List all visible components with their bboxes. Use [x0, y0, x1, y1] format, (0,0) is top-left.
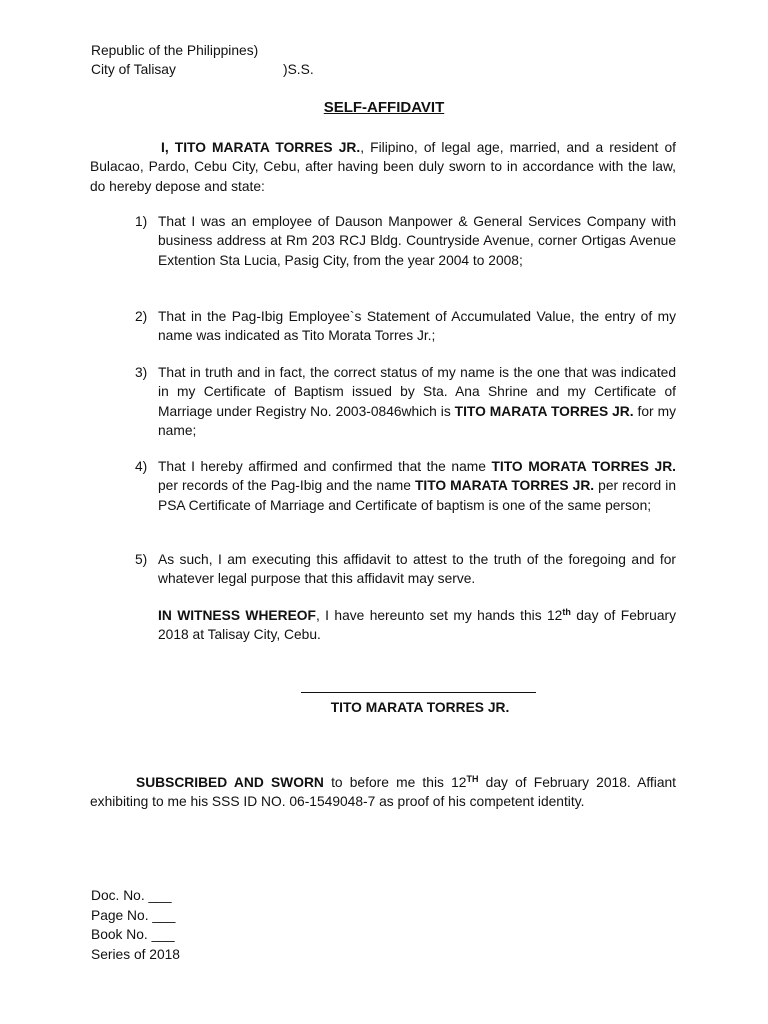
witness-text: day of February 2018 at Talisay City, Cebu. — [158, 608, 676, 643]
list-item-4 — [135, 457, 676, 515]
item-text: That I was an employee of Dauson Manpower & General Services Company with business address at Rm 203 RCJ Bldg. Countryside Avenue, corner Ortigas Avenue Extention Sta Lucia, Pasig City, from the year 2004 to 2008; — [158, 214, 676, 268]
signatory-name: TITO MARATA TORRES JR. — [330, 700, 510, 715]
venue-country: Republic of the Philippines) — [91, 43, 259, 58]
document-title — [0, 99, 768, 116]
item-number: 5) — [135, 552, 148, 567]
doc-number: Doc. No. ___ — [91, 888, 172, 903]
witness-heading: IN WITNESS WHEREOF — [158, 608, 316, 623]
list-item-3 — [135, 363, 676, 440]
jurat-ordinal: TH — [466, 774, 479, 784]
item-bold-name: TITO MARATA TORRES JR. — [414, 478, 595, 494]
witness-clause — [158, 606, 676, 645]
item-number: 1) — [135, 214, 148, 229]
list-item-5 — [135, 550, 676, 589]
jurat-heading: SUBSCRIBED AND SWORN — [136, 775, 324, 790]
item-text-part: That I hereby affirmed and confirmed that the name — [158, 459, 492, 474]
affiant-name: I, TITO MARATA TORRES JR. — [161, 140, 361, 155]
witness-text: , I have hereunto set my hands this 12 — [315, 608, 563, 623]
venue-caption — [91, 41, 314, 79]
item-text-part: per record in PSA Certificate of Marriage and Certificate of baptism is one of the same person; — [158, 478, 676, 513]
item-text: As such, I am executing this affidavit to attest to the truth of the foregoing and for whatever legal purpose that this affidavit may serve. — [158, 552, 676, 587]
jurat-text: to before me this 12 — [323, 775, 467, 790]
list-item-1 — [135, 212, 676, 270]
item-text-part: That in truth and in fact, the correct status of my name is the one that was indicated in my Certificate of Baptism issued by Sta. Ana Shrine and my Certificate of Marriage under Registry No. 2003-0846which is — [158, 365, 676, 419]
document-title-text: SELF-AFFIDAVIT — [323, 99, 445, 116]
item-bold-name: TITO MARATA TORRES JR. — [454, 403, 634, 419]
item-text — [158, 363, 676, 440]
list-item-2 — [135, 307, 676, 346]
witness-ordinal: th — [562, 607, 571, 617]
venue-ss: )S.S. — [283, 62, 314, 77]
signature-line — [301, 692, 536, 693]
item-number: 2) — [135, 309, 148, 324]
item-bold-name: TITO MORATA TORRES JR. — [491, 459, 677, 474]
item-text: That in the Pag-Ibig Employee`s Statement of Accumulated Value, the entry of my name was indicated as Tito Morata Torres Jr.; — [158, 309, 676, 344]
item-text — [158, 457, 676, 515]
series-year: Series of 2018 — [91, 946, 180, 962]
item-number: 3) — [135, 365, 148, 380]
jurat-paragraph — [90, 773, 676, 812]
intro-paragraph — [90, 138, 676, 196]
page-number: Page No. ___ — [91, 907, 176, 923]
jurat-text: day of February 2018. Affiant exhibiting to me his SSS ID NO. 06-1549048-7 as proof of his competent identity. — [90, 775, 676, 810]
venue-city-row — [91, 60, 314, 79]
venue-city: City of Talisay — [91, 62, 176, 77]
book-number: Book No. ___ — [91, 927, 175, 942]
item-number: 4) — [135, 459, 148, 474]
intro-text: , Filipino, of legal age, married, and a resident of Bulacao, Pardo, Cebu City, Cebu, after having been duly sworn to in accordance with the law, do hereby depose and state: — [90, 140, 676, 194]
item-text-part: for my name; — [158, 403, 676, 438]
item-text-part: per records of the Pag-Ibig and the name — [158, 478, 415, 494]
notarial-register — [91, 886, 180, 964]
